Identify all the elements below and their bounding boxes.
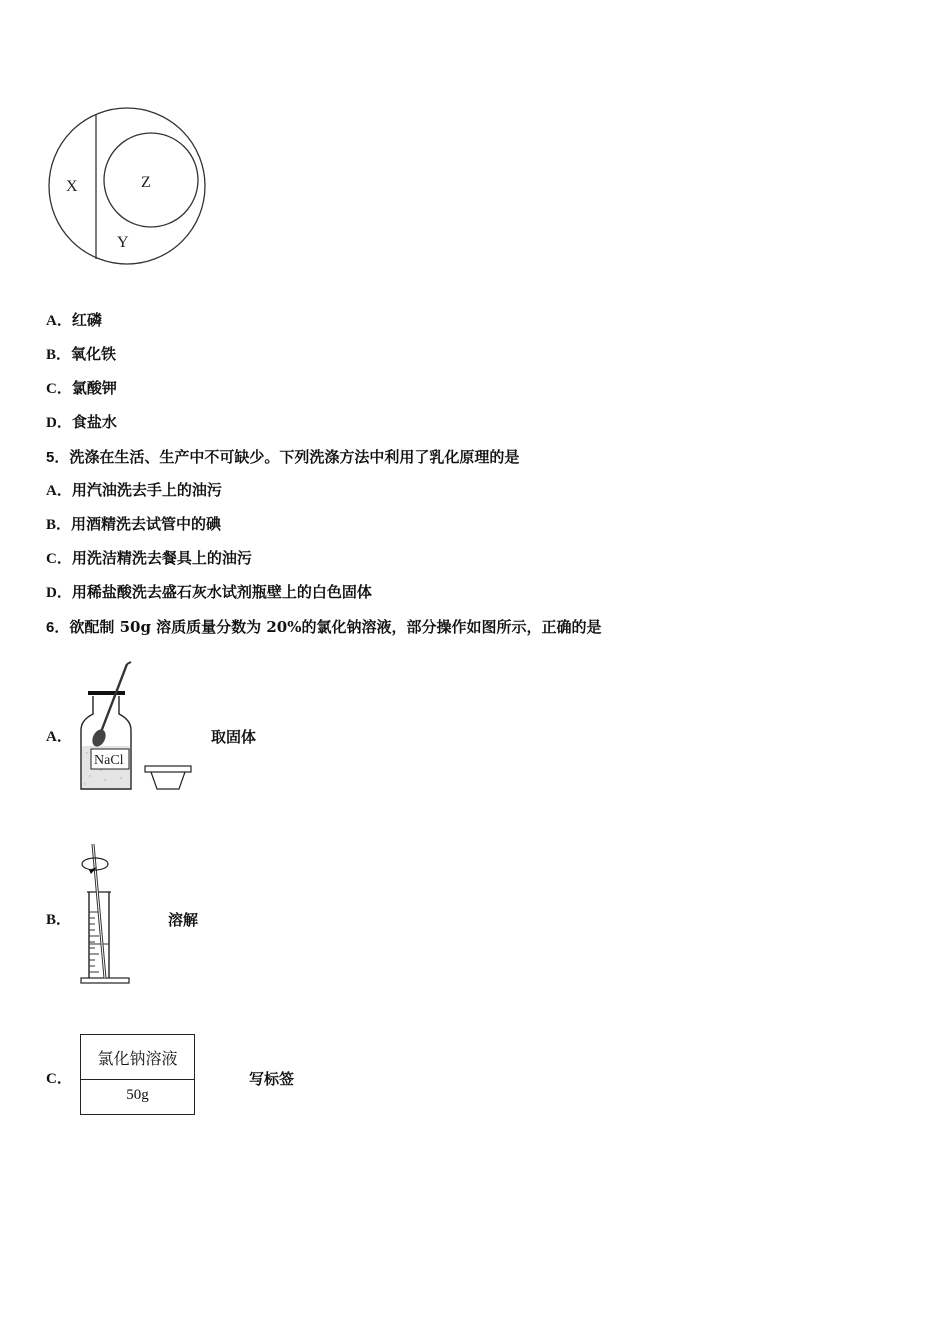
option-letter: D． bbox=[46, 585, 72, 601]
q6-option-b-caption: 溶解 bbox=[168, 911, 199, 929]
venn-label-y: Y bbox=[117, 234, 129, 251]
q6-option-c-caption: 写标签 bbox=[249, 1070, 295, 1088]
q4-option-c bbox=[46, 378, 117, 399]
option-text: 氯酸钾 bbox=[71, 379, 117, 397]
q6-stem bbox=[46, 617, 602, 638]
reagent-bottle-figure bbox=[75, 658, 200, 793]
question-text: 洗涤在生活、生产中不可缺少。下列洗涤方法中利用了乳化原理的是 bbox=[69, 448, 520, 466]
option-text: 用洗洁精洗去餐具上的油污 bbox=[71, 549, 252, 567]
option-text: 用汽油洗去手上的油污 bbox=[71, 481, 222, 499]
option-text: 食盐水 bbox=[71, 413, 117, 431]
venn-diagram bbox=[45, 105, 210, 270]
q6-option-a-caption: 取固体 bbox=[211, 728, 257, 746]
option-letter: A． bbox=[46, 313, 72, 329]
q5-option-d bbox=[46, 582, 372, 603]
label-solution-mass: 50g bbox=[126, 1086, 149, 1103]
q4-option-d bbox=[46, 412, 117, 433]
q6-option-c-letter: C． bbox=[46, 1071, 72, 1087]
option-letter: C． bbox=[46, 381, 72, 397]
option-letter: B． bbox=[46, 517, 72, 533]
q5-option-b bbox=[46, 514, 221, 535]
option-text: 用酒精洗去试管中的碘 bbox=[71, 515, 222, 533]
venn-label-x: X bbox=[66, 178, 78, 195]
venn-label-z: Z bbox=[141, 174, 151, 191]
option-text: 用稀盐酸洗去盛石灰水试剂瓶壁上的白色固体 bbox=[71, 583, 372, 601]
option-letter: B． bbox=[46, 347, 72, 363]
q4-option-b bbox=[46, 344, 116, 365]
option-letter: A． bbox=[46, 483, 72, 499]
question-number: 6． bbox=[46, 619, 70, 636]
q5-option-a bbox=[46, 480, 222, 501]
q4-option-a bbox=[46, 310, 102, 331]
bottle-label: NaCl bbox=[94, 753, 124, 768]
label-solution-name: 氯化钠溶液 bbox=[81, 1035, 194, 1080]
option-letter: D． bbox=[46, 415, 72, 431]
option-letter: C． bbox=[46, 551, 72, 567]
question-number: 5． bbox=[46, 449, 70, 466]
graduated-cylinder-figure bbox=[75, 840, 135, 988]
q5-stem bbox=[46, 447, 519, 468]
option-text: 红磷 bbox=[71, 311, 102, 329]
q5-option-c bbox=[46, 548, 252, 569]
q6-option-b-letter: B． bbox=[46, 912, 72, 928]
solution-label-figure bbox=[80, 1034, 195, 1115]
option-text: 氧化铁 bbox=[71, 345, 117, 363]
question-text: 欲配制 50g 溶质质量分数为 20%的氯化钠溶液，部分操作如图所示，正确的是 bbox=[69, 618, 602, 636]
q6-option-a-letter: A． bbox=[46, 729, 72, 745]
